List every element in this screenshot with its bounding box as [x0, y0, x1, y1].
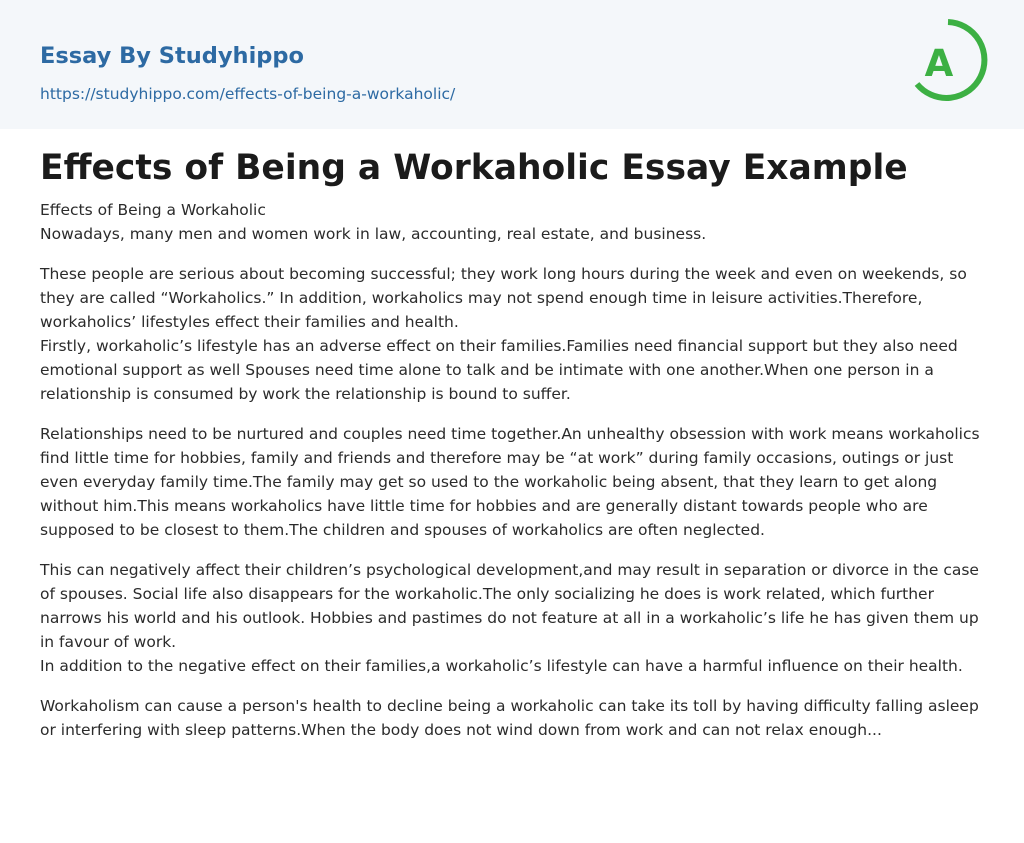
article-content — [40, 144, 984, 742]
studyhippo-logo-icon[interactable] — [906, 18, 990, 106]
site-header — [0, 0, 1024, 129]
site-brand[interactable]: Essay By Studyhippo — [40, 43, 304, 69]
article-paragraph: Nowadays, many men and women work in law, accounting, real estate, and business. — [40, 225, 707, 243]
essay-url-link[interactable]: https://studyhippo.com/effects-of-being-a-workaholic/ — [40, 85, 456, 103]
article-paragraph: Effects of Being a Workaholic — [40, 201, 266, 219]
article-paragraph: These people are serious about becoming successful; they work long hours during the week and even on weekends, so they are called “Workaholics.” In addition, workaholics may not spend enough time in leisure activities.Therefore, workaholics’ lifestyles effect their families and health. — [40, 265, 967, 331]
article-paragraph: This can negatively affect their children’s psychological development,and may result in separation or divorce in the case of spouses. Social life also disappears for the workaholic.The only socializing he does is work related, which further narrows his world and his outlook. Hobbies and pastimes do not feature at all in a workaholic’s life he has given them up in favour of work. — [40, 561, 979, 651]
article-paragraph: Relationships need to be nurtured and couples need time together.An unhealthy obsession with work means workaholics find little time for hobbies, family and friends and therefore may be “at work” during family occasions, outings or just even everyday family time.The family may get so used to the workaholic being absent, that they learn to get along without him.This means workaholics have little time for hobbies and are generally distant towards people who are supposed to be closest to them.The children and spouses of workaholics are often neglected. — [40, 425, 980, 539]
article-paragraph: Workaholism can cause a person's health to decline being a workaholic can take its toll by having difficulty falling asleep or interfering with sleep patterns.When the body does not wind down from work and can not relax enough... — [40, 697, 979, 739]
page-title: Effects of Being a Workaholic Essay Example — [40, 148, 908, 188]
article-paragraph: Firstly, workaholic’s lifestyle has an adverse effect on their families.Families need financial support but they also need emotional support as well Spouses need time alone to talk and be intimate with one another.When one person in a relationship is consumed by work the relationship is bound to suffer. — [40, 337, 958, 403]
logo-letter: A — [924, 42, 954, 85]
article-paragraph: In addition to the negative effect on their families,a workaholic’s lifestyle can have a harmful influence on their health. — [40, 657, 963, 675]
